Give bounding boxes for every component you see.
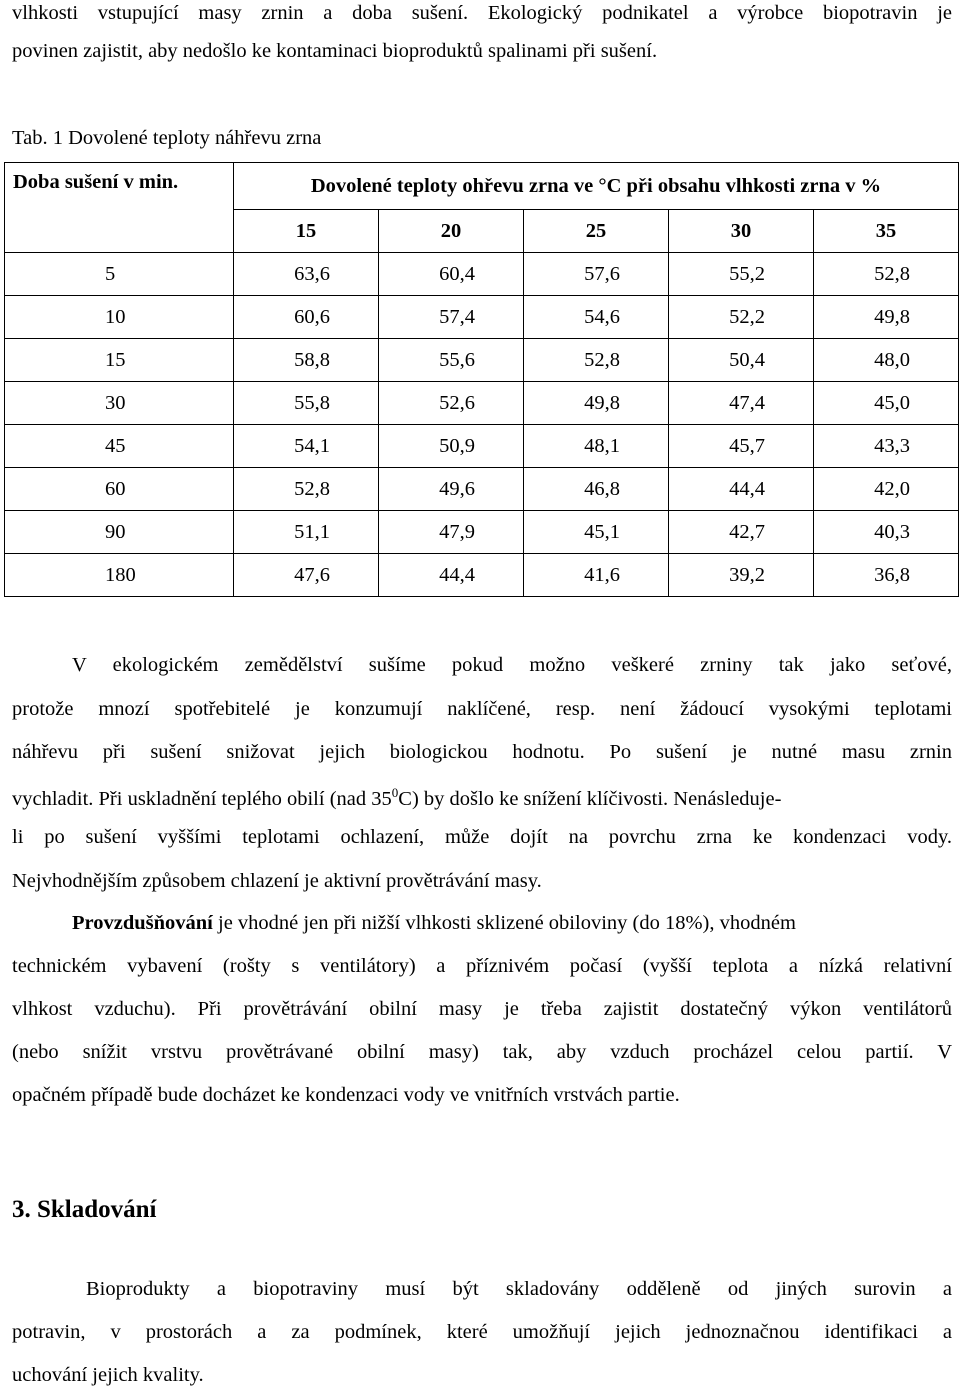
- temperature-cell: 36,8: [814, 554, 959, 597]
- table-row: [5, 339, 959, 382]
- table-row: [5, 382, 959, 425]
- text-line: li po sušení vyššími teplotami ochlazení, může dojít na povrchu zrna ke kondenzaci vody.: [12, 826, 952, 848]
- temperature-cell: 48,0: [814, 339, 959, 382]
- temperature-cell: 49,8: [814, 296, 959, 339]
- table-row: [5, 554, 959, 597]
- text-line: opačném případě bude docházet ke kondenzaci vody ve vnitřních vrstvách partie.: [12, 1084, 680, 1106]
- temperature-cell: 54,6: [524, 296, 669, 339]
- table-row: [5, 511, 959, 554]
- temperature-cell: 43,3: [814, 425, 959, 468]
- temperature-cell: 55,6: [379, 339, 524, 382]
- moisture-column-header: 15: [234, 210, 379, 253]
- temperature-cell: 45,1: [524, 511, 669, 554]
- temperature-cell: 57,4: [379, 296, 524, 339]
- bold-term: Provzdušňování: [72, 912, 213, 934]
- temperature-cell: 58,8: [234, 339, 379, 382]
- temperature-cell: 49,8: [524, 382, 669, 425]
- table-row: [5, 253, 959, 296]
- text-line: vlhkost vzduchu). Při provětrávání obilní masy je třeba zajistit dostatečný výkon ventilátorů: [12, 998, 952, 1020]
- temperature-cell: 41,6: [524, 554, 669, 597]
- temperature-cell: 40,3: [814, 511, 959, 554]
- temperature-cell: 45,7: [669, 425, 814, 468]
- text-line: Bioprodukty a biopotraviny musí být skladovány odděleně od jiných surovin a: [86, 1278, 952, 1300]
- temperature-cell: 60,6: [234, 296, 379, 339]
- temperature-cell: 60,4: [379, 253, 524, 296]
- temperature-cell: 42,0: [814, 468, 959, 511]
- moisture-column-header: 30: [669, 210, 814, 253]
- text-line: [72, 912, 952, 935]
- temperature-cell: 54,1: [234, 425, 379, 468]
- temperature-cell: 51,1: [234, 511, 379, 554]
- table-row: [5, 468, 959, 511]
- drying-temperature-table: [4, 162, 959, 597]
- temperature-cell: 52,8: [814, 253, 959, 296]
- temperature-cell: 49,6: [379, 468, 524, 511]
- text-line: vlhkosti vstupující masy zrnin a doba sušení. Ekologický podnikatel a výrobce biopotravin je: [12, 2, 952, 24]
- section-heading: 3. Skladování: [12, 1196, 157, 1223]
- temperature-cell: 44,4: [379, 554, 524, 597]
- temperature-cell: 57,6: [524, 253, 669, 296]
- drying-time-cell: 90: [5, 511, 234, 554]
- moisture-column-header: 25: [524, 210, 669, 253]
- temperature-cell: 55,8: [234, 382, 379, 425]
- temperature-cell: 52,2: [669, 296, 814, 339]
- temperature-cell: 50,9: [379, 425, 524, 468]
- temperature-cell: 46,8: [524, 468, 669, 511]
- table-caption: Tab. 1 Dovolené teploty náhřevu zrna: [12, 127, 322, 149]
- drying-time-cell: 5: [5, 253, 234, 296]
- temperature-cell: 47,9: [379, 511, 524, 554]
- text-line: technickém vybavení (rošty s ventilátory) a příznivém počasí (vyšší teplota a nízká relativní: [12, 955, 952, 977]
- moisture-column-header: 35: [814, 210, 959, 253]
- text-line: protože mnozí spotřebitelé je konzumují naklíčené, resp. není žádoucí vysokými teplotami: [12, 698, 952, 720]
- drying-time-cell: 180: [5, 554, 234, 597]
- temperature-cell: 39,2: [669, 554, 814, 597]
- temperature-cell: 52,8: [234, 468, 379, 511]
- corner-header: Doba sušení v min.: [5, 163, 234, 253]
- drying-time-cell: 15: [5, 339, 234, 382]
- text-line-with-superscript: [12, 785, 952, 811]
- drying-time-cell: 60: [5, 468, 234, 511]
- temperature-cell: 55,2: [669, 253, 814, 296]
- text-line: Nejvhodnějším způsobem chlazení je aktivní provětrávání masy.: [12, 870, 542, 892]
- text-line: (nebo snížit vrstvu provětrávané obilní masy) tak, aby vzduch procházel celou partií. V: [12, 1041, 952, 1063]
- temperature-cell: 50,4: [669, 339, 814, 382]
- temperature-cell: 42,7: [669, 511, 814, 554]
- text-segment: je vhodné jen při nižší vlhkosti sklizené obiloviny (do 18%), vhodném: [212, 912, 796, 934]
- span-header: Dovolené teploty ohřevu zrna ve °C při obsahu vlhkosti zrna v %: [234, 163, 959, 210]
- moisture-column-header: 20: [379, 210, 524, 253]
- drying-time-cell: 45: [5, 425, 234, 468]
- temperature-cell: 47,4: [669, 382, 814, 425]
- text-line: náhřevu při sušení snižovat jejich biologickou hodnotu. Po sušení je nutné masu zrnin: [12, 741, 952, 763]
- temperature-cell: 47,6: [234, 554, 379, 597]
- temperature-cell: 44,4: [669, 468, 814, 511]
- text-line: potravin, v prostorách a za podmínek, které umožňují jejich jednoznačnou identifikaci a: [12, 1321, 952, 1343]
- temperature-cell: 63,6: [234, 253, 379, 296]
- text-segment: C) by došlo ke snížení klíčivosti. Nenásleduje-: [398, 788, 782, 810]
- text-line: povinen zajistit, aby nedošlo ke kontaminaci bioproduktů spalinami při sušení.: [12, 40, 658, 62]
- table-row: [5, 296, 959, 339]
- table-row: [5, 425, 959, 468]
- temperature-cell: 45,0: [814, 382, 959, 425]
- text-line: uchování jejich kvality.: [12, 1364, 204, 1386]
- temperature-cell: 48,1: [524, 425, 669, 468]
- temperature-cell: 52,6: [379, 382, 524, 425]
- text-segment: vychladit. Při uskladnění teplého obilí (nad 35: [12, 788, 392, 810]
- superscript: 0: [391, 785, 399, 800]
- drying-time-cell: 10: [5, 296, 234, 339]
- drying-time-cell: 30: [5, 382, 234, 425]
- text-line: V ekologickém zemědělství sušíme pokud možno veškeré zrniny tak jako seťové,: [72, 654, 952, 676]
- temperature-cell: 52,8: [524, 339, 669, 382]
